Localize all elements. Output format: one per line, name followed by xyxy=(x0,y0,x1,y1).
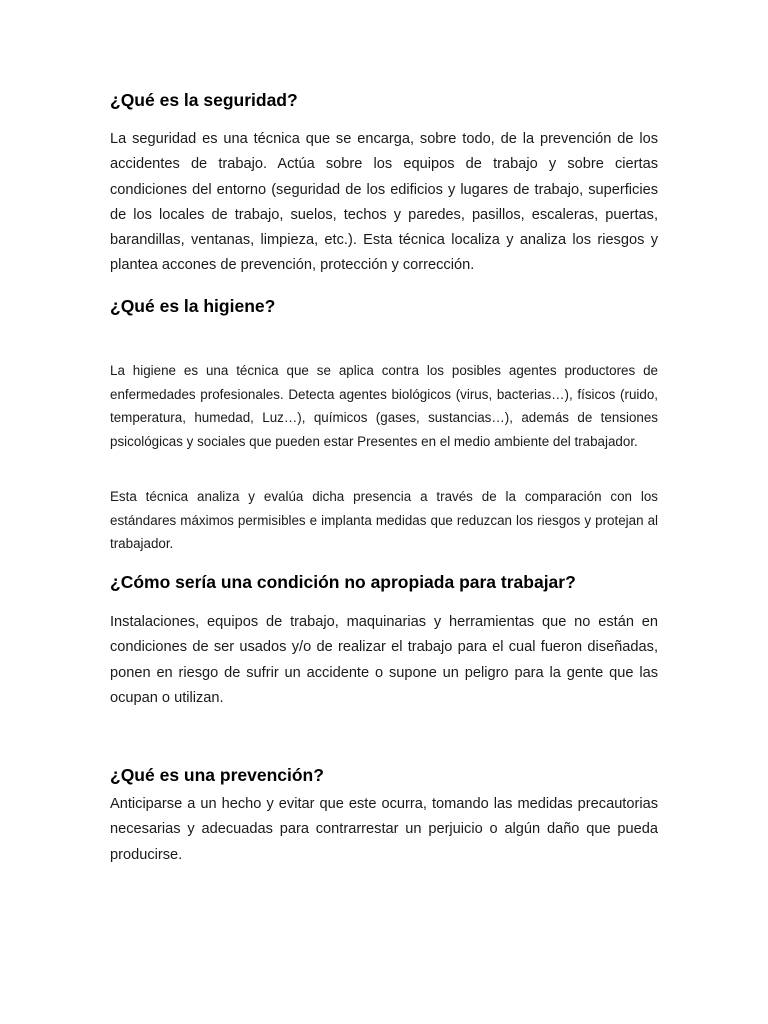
paragraph-higiene-1: La higiene es una técnica que se aplica contra los posibles agentes productores de enfermedades profesionales. Detecta agentes biológicos (virus, bacterias…), físicos (ruido, temperatura, humedad, Luz…), químicos (gases, sustancias…), además de tensiones psicológicas y sociales que pueden estar Presentes en el medio ambiente del trabajador. xyxy=(110,363,658,449)
heading-condicion-no-apropiada: ¿Cómo sería una condición no apropiada para trabajar? xyxy=(110,572,576,592)
paragraph-seguridad: La seguridad es una técnica que se encarga, sobre todo, de la prevención de los accidentes de trabajo. Actúa sobre los equipos de trabajo y sobre ciertas condiciones del entorno (seguridad de los edificios y lugares de trabajo, superficies de los locales de trabajo, suelos, techos y paredes, pasillos, escaleras, puertas, barandillas, ventanas, limpieza, etc.). Esta técnica localiza y analiza los riesgos y plantea accones de prevención, protección y corrección. xyxy=(110,131,658,274)
heading-seguridad: ¿Qué es la seguridad? xyxy=(110,90,298,110)
paragraph-higiene-2: Esta técnica analiza y evalúa dicha presencia a través de la comparación con los estándares máximos permisibles e implanta medidas que reduzcan los riesgos y protejan al trabajador. xyxy=(110,489,658,552)
heading-prevencion: ¿Qué es una prevención? xyxy=(110,765,324,785)
paragraph-prevencion: Anticiparse a un hecho y evitar que este ocurra, tomando las medidas precautorias necesarias y adecuadas para contrarrestar un perjuicio o algún daño que pueda producirse. xyxy=(110,796,658,863)
paragraph-condicion-no-apropiada: Instalaciones, equipos de trabajo, maquinarias y herramientas que no están en condiciones de ser usados y/o de realizar el trabajo para el cual fueron diseñadas, ponen en riesgo de sufrir un accidente o supone un peligro para la gente que las ocupan o utilizan. xyxy=(110,614,658,706)
heading-higiene: ¿Qué es la higiene? xyxy=(110,296,276,316)
